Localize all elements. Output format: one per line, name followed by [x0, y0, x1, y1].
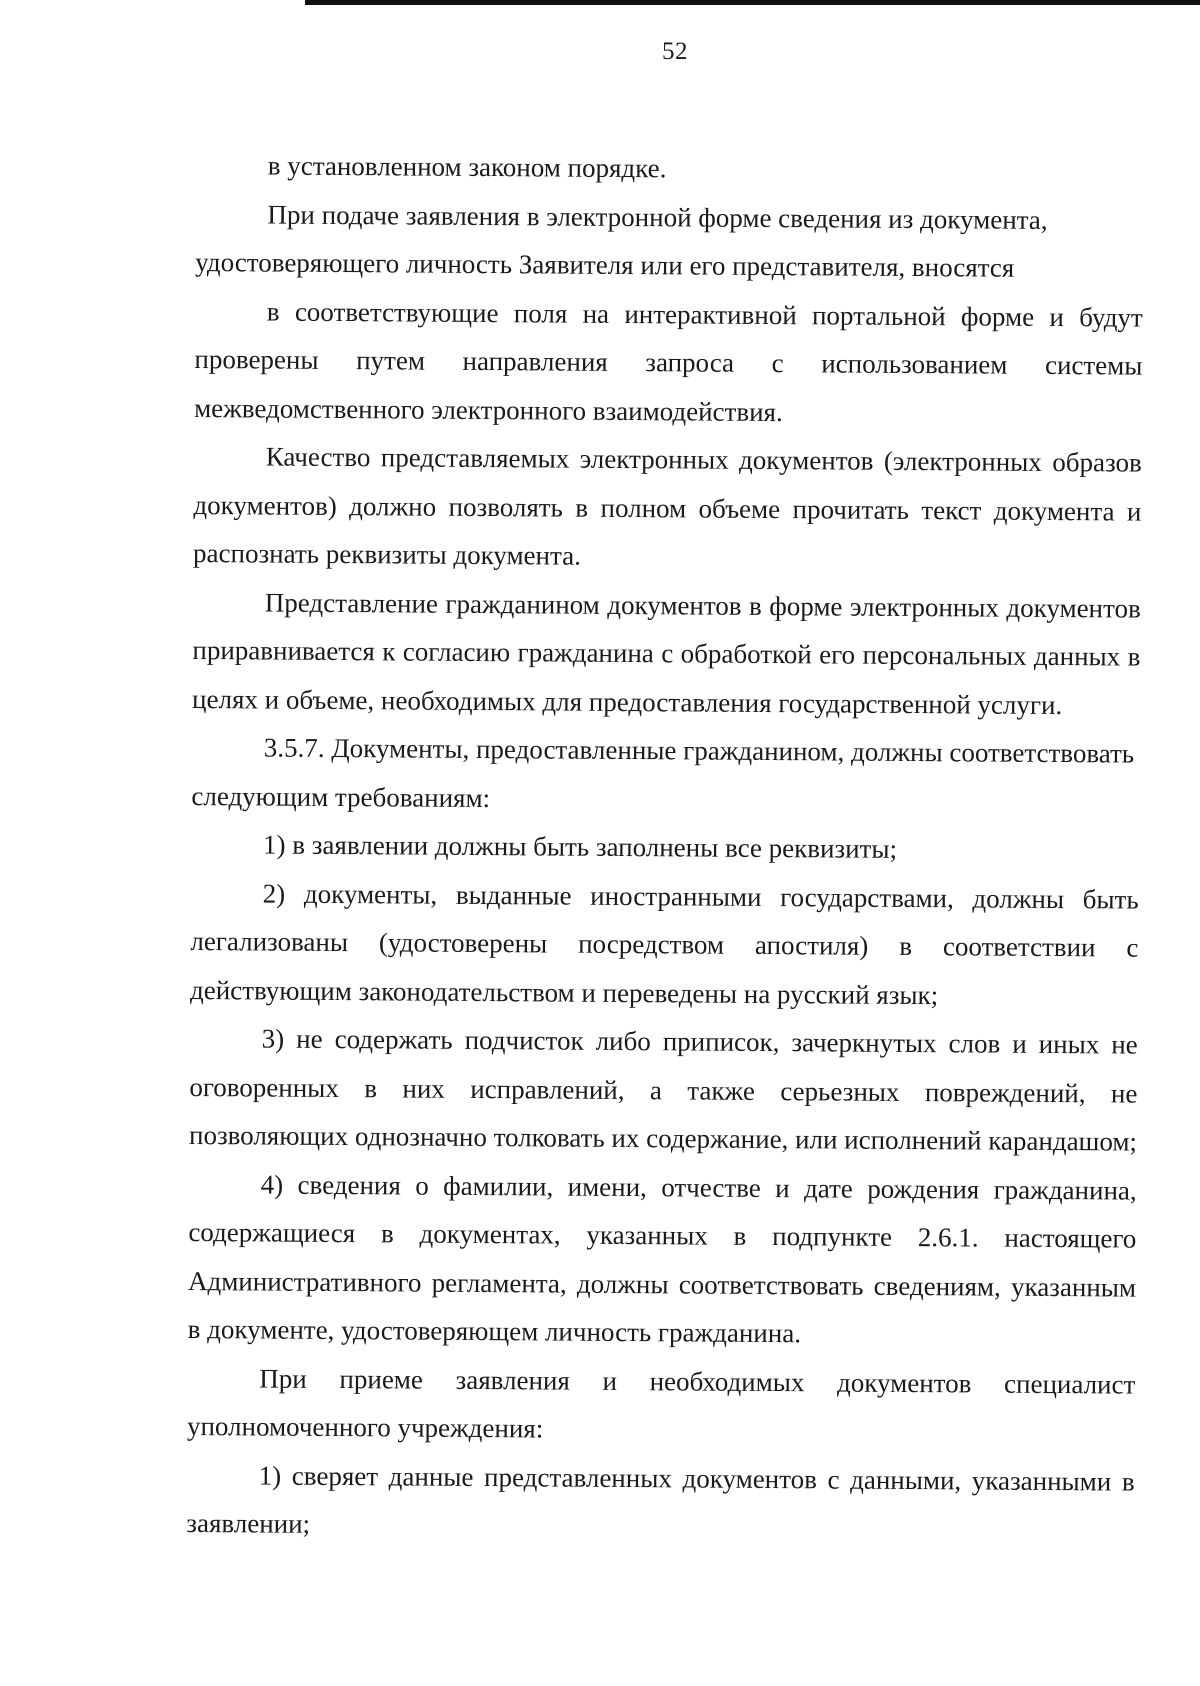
paragraph-electronic-application: При подаче заявления в электронной форме сведения из документа, удостоверяющего личность Заявителя или его представителя, вносятся [195, 199, 1048, 283]
list-item-2: 2) документы, выданные иностранными государствами, должны быть легализованы (удостоверены посредством апостиля) в соответствии с действующим законодательством и переведены на русский язык; [189, 877, 1139, 1010]
list-item-1: 1) в заявлении должны быть заполнены все реквизиты; [262, 829, 898, 864]
list-item-4: 4) сведения о фамилии, имени, отчестве и дате рождения гражданина, содержащиеся в документах, указанных в подпункте 2.6.1. настоящего Административного регламента, должны соответствовать сведениям, указанным в документе, удостоверяющем личность гражданина. [187, 1168, 1137, 1349]
paragraph-specialist-intake: При приеме заявления и необходимых документов специалист уполномоченного учреждения: [186, 1362, 1136, 1444]
paragraph-document-quality: Качество представляемых электронных документов (электронных образов документов) должно позволять в полном объеме прочитать текст документа и распознать реквизиты документа. [193, 441, 1142, 571]
scan-top-edge [305, 0, 1200, 5]
paragraph-continuation: в установленном законом порядке. [267, 150, 667, 184]
page-number: 52 [662, 38, 688, 65]
document-body [186, 141, 1144, 1554]
paragraph-personal-data-consent: Представление гражданином документов в форме электронных документов приравнивается к согласию гражданина с обработкой его персональных данных в целях и объеме, необходимых для предоставления государственной услуги. [192, 586, 1141, 720]
paragraph-portal-fields: в соответствующие поля на интерактивной портальной форме и будут проверены путем направления запроса с использованием системы межведомственного электронного взаимодействия. [194, 295, 1143, 427]
list-item-verify: 1) сверяет данные представленных документов с данными, указанными в заявлении; [186, 1459, 1135, 1539]
paragraph-section-3-5-7: 3.5.7. Документы, предоставленные гражданином, должны соответствовать следующим требованиям: [191, 732, 1135, 813]
list-item-3: 3) не содержать подчисток либо приписок, зачеркнутых слов и иных не оговоренных в них исправлений, а также серьезных повреждений, не позволяющих однозначно толковать их содержание, или исполнений карандашом; [188, 1023, 1138, 1157]
